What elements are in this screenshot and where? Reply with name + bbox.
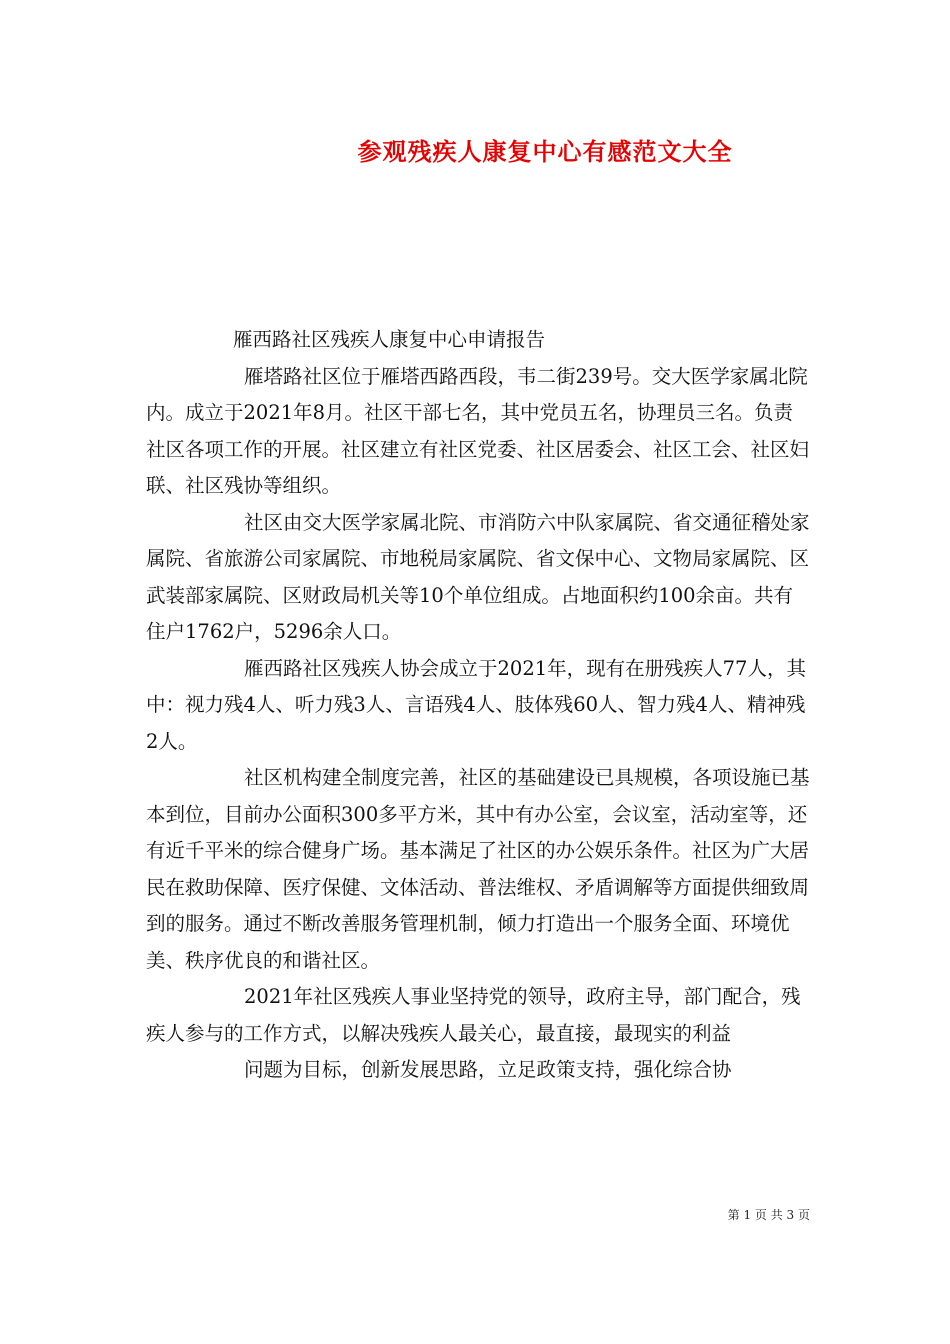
document-title: 参观残疾人康复中心有感范文大全	[357, 137, 733, 166]
paragraph-5: 2021年社区残疾人事业坚持党的领导，政府主导，部门配合，残疾人参与的工作方式，以解决残疾人最关心，最直接，最现实的利益	[146, 985, 801, 1045]
paragraph-1: 雁塔路社区位于雁塔西路西段，韦二街239号。交大医学家属北院内。成立于2021年8月。社区干部七名，其中党员五名，协理员三名。负责社区各项工作的开展。社区建立有社区党委、社区居委会、社区工会、社区妇联、社区残协等组织。	[146, 364, 810, 497]
paragraph-2: 社区由交大医学家属北院、市消防六中队家属院、省交通征稽处家属院、省旅游公司家属院、市地税局家属院、省文保中心、文物局家属院、区武装部家属院、区财政局机关等10个单位组成。占地面积约100余亩。共有住户1762户，5296余人口。	[146, 510, 810, 643]
page-number: 第 1 页 共 3 页	[727, 1208, 810, 1222]
document-body	[146, 322, 812, 1089]
report-subheading: 雁西路社区残疾人康复中心申请报告	[233, 328, 546, 351]
paragraph-4: 社区机构建全制度完善，社区的基础建设已具规模，各项设施已基本到位，目前办公面积300多平方米，其中有办公室，会议室，活动室等，还有近千平米的综合健身广场。基本满足了社区的办公娱乐条件。社区为广大居民在救助保障、医疗保健、文体活动、普法维权、矛盾调解等方面提供细致周到的服务。通过不断改善服务管理机制，倾力打造出一个服务全面、环境优美、秩序优良的和谐社区。	[146, 766, 810, 972]
paragraph-6: 问题为目标，创新发展思路，立足政策支持，强化综合协	[244, 1058, 732, 1081]
paragraph-3: 雁西路社区残疾人协会成立于2021年，现有在册残疾人77人，其中：视力残4人、听力残3人、言语残4人、肢体残60人、智力残4人、精神残2人。	[146, 656, 806, 753]
